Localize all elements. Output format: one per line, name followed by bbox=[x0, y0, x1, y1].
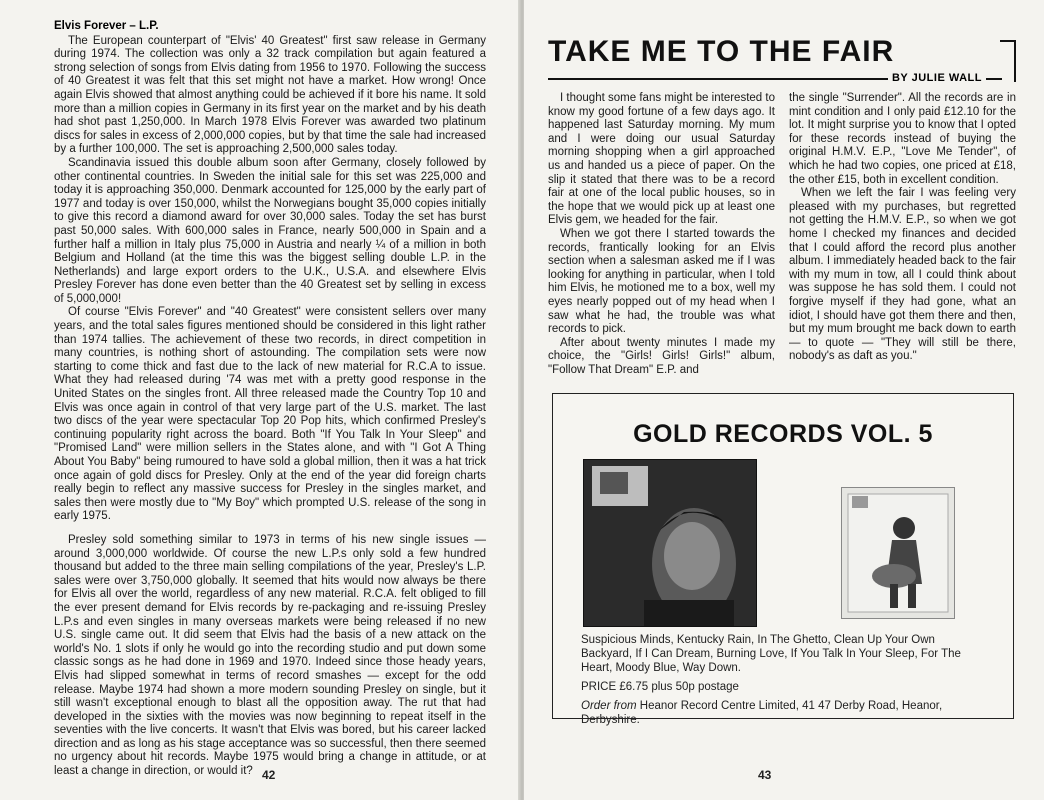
title-bracket bbox=[1000, 40, 1016, 82]
track-list: Suspicious Minds, Kentucky Rain, In The Ghetto, Clean Up Your Own Backyard, If I Can Dream, Burning Love, If You Talk In Your Sleep, For The Heart, Moody Blue, Way Down. bbox=[581, 634, 961, 674]
article-title: TAKE ME TO THE FAIR bbox=[548, 35, 895, 68]
article-paragraph: Presley sold something similar to 1973 in terms of his new single issues — around 3,000,000 worldwide. Of course the new L.P.s only sold a few hundred thousand but added to the three main selling compilations of the year, Presley's L.P. sales were over 3,750,000 globally. It seemed that hits would now always be there for Elvis all over the world, regardless of any new material. R.C.A. felt obliged to fill the ever present demand for Elvis records by re-packaging and re-issuing Presley L.P.s and even singles in many overseas markets were being released if no new U.S. single came out. It did seem that Elvis had the basis of a new attack on the world's No. 1 slots if only he would go into the recording studio and put down some classic songs as he had done in 1969 and 1970. Indeed since those heady years, Elvis had slipped somewhat in terms of record smashes — except for the odd release. Maybe 1974 had shown a more modern sounding Presley on single, but it still wasn't exceptional enough to blast all the opposition away. The rut that had developed in the sixties with the movies was now beginning to repeat itself in the seventies with the live concerts. It wasn't that Elvis was bored, but his career lacked direction and as long as his stage acceptance was so successful, then there seemed no urgency about hit records. Maybe 1975 would bring a change in attitude, or at least a change in direction, or would it? bbox=[54, 533, 486, 778]
article-paragraph: The European counterpart of "Elvis' 40 Greatest" first saw release in Germany during 1974. The collection was only a 32 track compilation but again featured a strong selection of songs from Elvis dating from 1956 to 1970. Following the success of 40 Greatest it was felt that this set might not have a market. How wrong! Once again Elvis showed that almost anything could be achieved if it bore his name. It sold more than a million copies in Germany in its first year on the market and by his death had shot past 1,250,000. In March 1978 Elvis Forever was awarded two platinum discs for sales in excess of 2,000,000 copies, but by that time the sale had increased by a further 100,000. The set is approaching 2,500,000 sales today. bbox=[54, 34, 486, 156]
order-prefix: Order from bbox=[581, 700, 637, 712]
article-paragraph: Scandinavia issued this double album soon after Germany, closely followed by other continental countries. In Sweden the initial sale for this set was 225,000 and today it is approaching 350,000. Denmark accounted for 125,000 by the early part of 1977 and today is over 150,000, whilst the Norwegians bought 35,000 copies initially to give this record a diamond award for over 30,000 sales. Today the set has burst past 50,000 sales. With 600,000 sales in France, nearly 500,000 in Spain and a further half a million in Italy plus 75,000 in Austria and nearly ¼ of a million in both Belgium and Holland (at the time this was the biggest selling double L.P. in the Netherlands) and large export orders to the U.K., U.S.A. and elsewhere Elvis Presley Forever has done even better than the 40 Greatest set by selling in excess of 5,000,000! bbox=[54, 156, 486, 305]
album-cover-large bbox=[583, 459, 757, 627]
byline: BY JULIE WALL bbox=[888, 72, 986, 84]
album-covers bbox=[553, 459, 1013, 627]
order-address bbox=[581, 699, 989, 727]
album-cover-small bbox=[841, 487, 955, 619]
order-details: Heanor Record Centre Limited, 41 47 Derby Road, Heanor, Derbyshire. bbox=[581, 700, 943, 726]
advert-title: GOLD RECORDS VOL. 5 bbox=[633, 420, 933, 448]
article-paragraph: After about twenty minutes I made my choice, the "Girls! Girls! Girls!" album, "Follow That Dream" E.P. and bbox=[548, 336, 775, 376]
page-number: 43 bbox=[758, 768, 772, 782]
article-heading: Elvis Forever – L.P. bbox=[54, 20, 159, 32]
article-columns bbox=[548, 92, 1016, 377]
article-paragraph: the single "Surrender". All the records are in mint condition and I only paid £12.10 for the lot. It might surprise you to know that I opted for these records instead of buying the original H.M.V. E.P., "Love Me Tender", of which he had two copies, one priced at £18, the other £15, both in excellent condition. bbox=[789, 92, 1016, 186]
column-2 bbox=[789, 92, 1016, 377]
left-page bbox=[0, 0, 520, 800]
article-paragraph: Of course "Elvis Forever" and "40 Greatest" were consistent sellers over many years, and the total sales figures mentioned should be considered in this light rather than 1974 tallies. The achievement of these two records, in direct competition in many countries, is nothing short of astounding. The compilation sets were now starting to come thick and fast due to the lack of new material for R.C.A to issue. What they had released during '74 was met with a pretty good response in the United States on the singles front. All three released made the Country Top 10 and Elvis was once again in control of that very large part of the U.S. market. The last two discs of the year were spectacular Top 20 Pop hits, which confirmed Presley's continuing popularity right across the board. Both "If You Talk In Your Sleep" and "Promised Land" were million sellers in the States alone, and with "I Got A Thing About You Baby" being rumoured to have sold a global million, then it was a hat trick once again of gold discs for Presley. Only at the end of the year did foreign charts really begin to reflect any massive success for Presley in the singles market, and sales then were mostly due to "My Boy" which prompted U.S. release of the song in early 1975. bbox=[54, 306, 486, 523]
price: PRICE £6.75 plus 50p postage bbox=[581, 681, 739, 693]
article-paragraph: When we got there I started towards the records, frantically looking for an Elvis section when a salesman asked me if I was looking for anything in particular, when I told him Elvis, he motioned me to a box, well my eyes nearly popped out of my head when I saw what he had, the trouble was what records to pick. bbox=[548, 227, 775, 336]
column-1 bbox=[548, 92, 775, 377]
gold-records-advert bbox=[552, 393, 1014, 726]
article-paragraph: When we left the fair I was feeling very pleased with my purchases, but regretted not getting the H.M.V. E.P., so when we got home I checked my finances and decided that I could afford the record plus another album. I immediately headed back to the fair with my mum in tow, all I could think about was suppose he has sold them. I could not forgive myself if they had gone, what an idiot, I should have got them there and then, but my mum brought me back down to earth — to quote — "They will still be there, nobody's as daft as you." bbox=[789, 187, 1016, 363]
article-paragraph: I thought some fans might be interested to know my good fortune of a few days ago. It happened last Saturday morning. My mum and I were doing our usual Saturday morning shopping when a girl approached us and handed us a piece of paper. On the slip it stated that there was to be a record fair at one of the local public houses, so in the hope that we would pick up at least one Elvis gem, we headed for the fair. bbox=[548, 92, 775, 227]
article-header bbox=[548, 36, 1016, 92]
page-number: 42 bbox=[262, 768, 276, 782]
